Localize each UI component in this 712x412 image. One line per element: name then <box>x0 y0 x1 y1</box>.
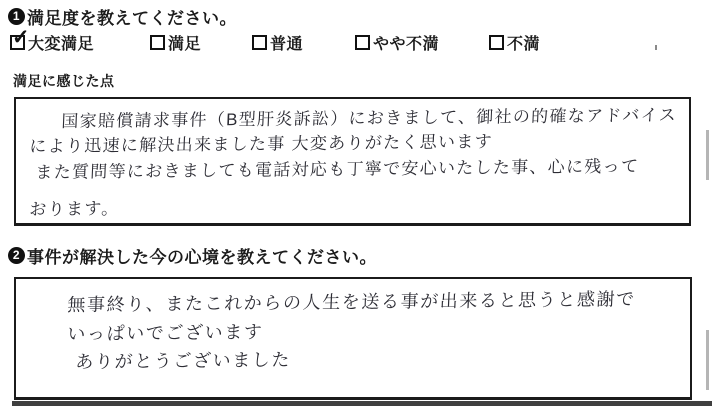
option-fuman <box>489 31 540 54</box>
question1-heading <box>8 4 237 29</box>
handwritten-line: 無事終り、またこれからの人生を送る事が出来ると思うと感謝で <box>66 289 637 316</box>
handwritten-line: 国家賠償請求事件（B型肝炎訴訟）におきまして、御社の的確なアドバイス <box>60 105 678 132</box>
question2-heading <box>8 243 377 268</box>
scan-edge-mark <box>706 330 709 390</box>
option-daihen-manzoku <box>10 26 95 54</box>
question2-number-badge: 2 <box>8 247 25 264</box>
option-label: 普通 <box>270 36 304 53</box>
option-label: 満足 <box>168 36 202 53</box>
handwritten-line: また質問等におきましても電話対応も丁寧で安心いたした事、心に残って <box>34 156 640 183</box>
handwritten-line: ありがとうございました <box>74 349 292 373</box>
scan-edge-mark <box>706 130 709 180</box>
checkbox-unchecked <box>150 35 165 50</box>
option-label: 大変満足 <box>28 36 95 53</box>
handwritten-line: いっぱいでございます <box>66 321 264 345</box>
option-futsuu <box>252 31 303 54</box>
option-manzoku <box>150 31 201 54</box>
checkmark-icon: ✓ <box>12 26 31 49</box>
question1-number-badge: 1 <box>8 8 25 25</box>
answer-box-2 <box>14 277 692 400</box>
option-label: やや不満 <box>373 36 440 53</box>
question2-title: 事件が解決した今の心境を教えてください。 <box>27 248 377 267</box>
checkbox-unchecked <box>252 35 267 50</box>
satisfaction-points-label: 満足に感じた点 <box>13 73 115 89</box>
checkbox-checked <box>10 26 31 50</box>
question1-title: 満足度を教えてください。 <box>27 9 237 28</box>
scan-edge-bar <box>12 401 712 406</box>
handwritten-line: により迅速に解決出来ました事 大変ありがたく思います <box>28 132 494 157</box>
option-yaya-fuman <box>355 31 439 54</box>
handwritten-line: おります。 <box>28 199 120 220</box>
scan-speck <box>655 45 657 50</box>
option-label: 不満 <box>507 36 541 53</box>
answer-box-1 <box>14 97 691 226</box>
checkbox-unchecked <box>355 35 370 50</box>
checkbox-unchecked <box>489 35 504 50</box>
